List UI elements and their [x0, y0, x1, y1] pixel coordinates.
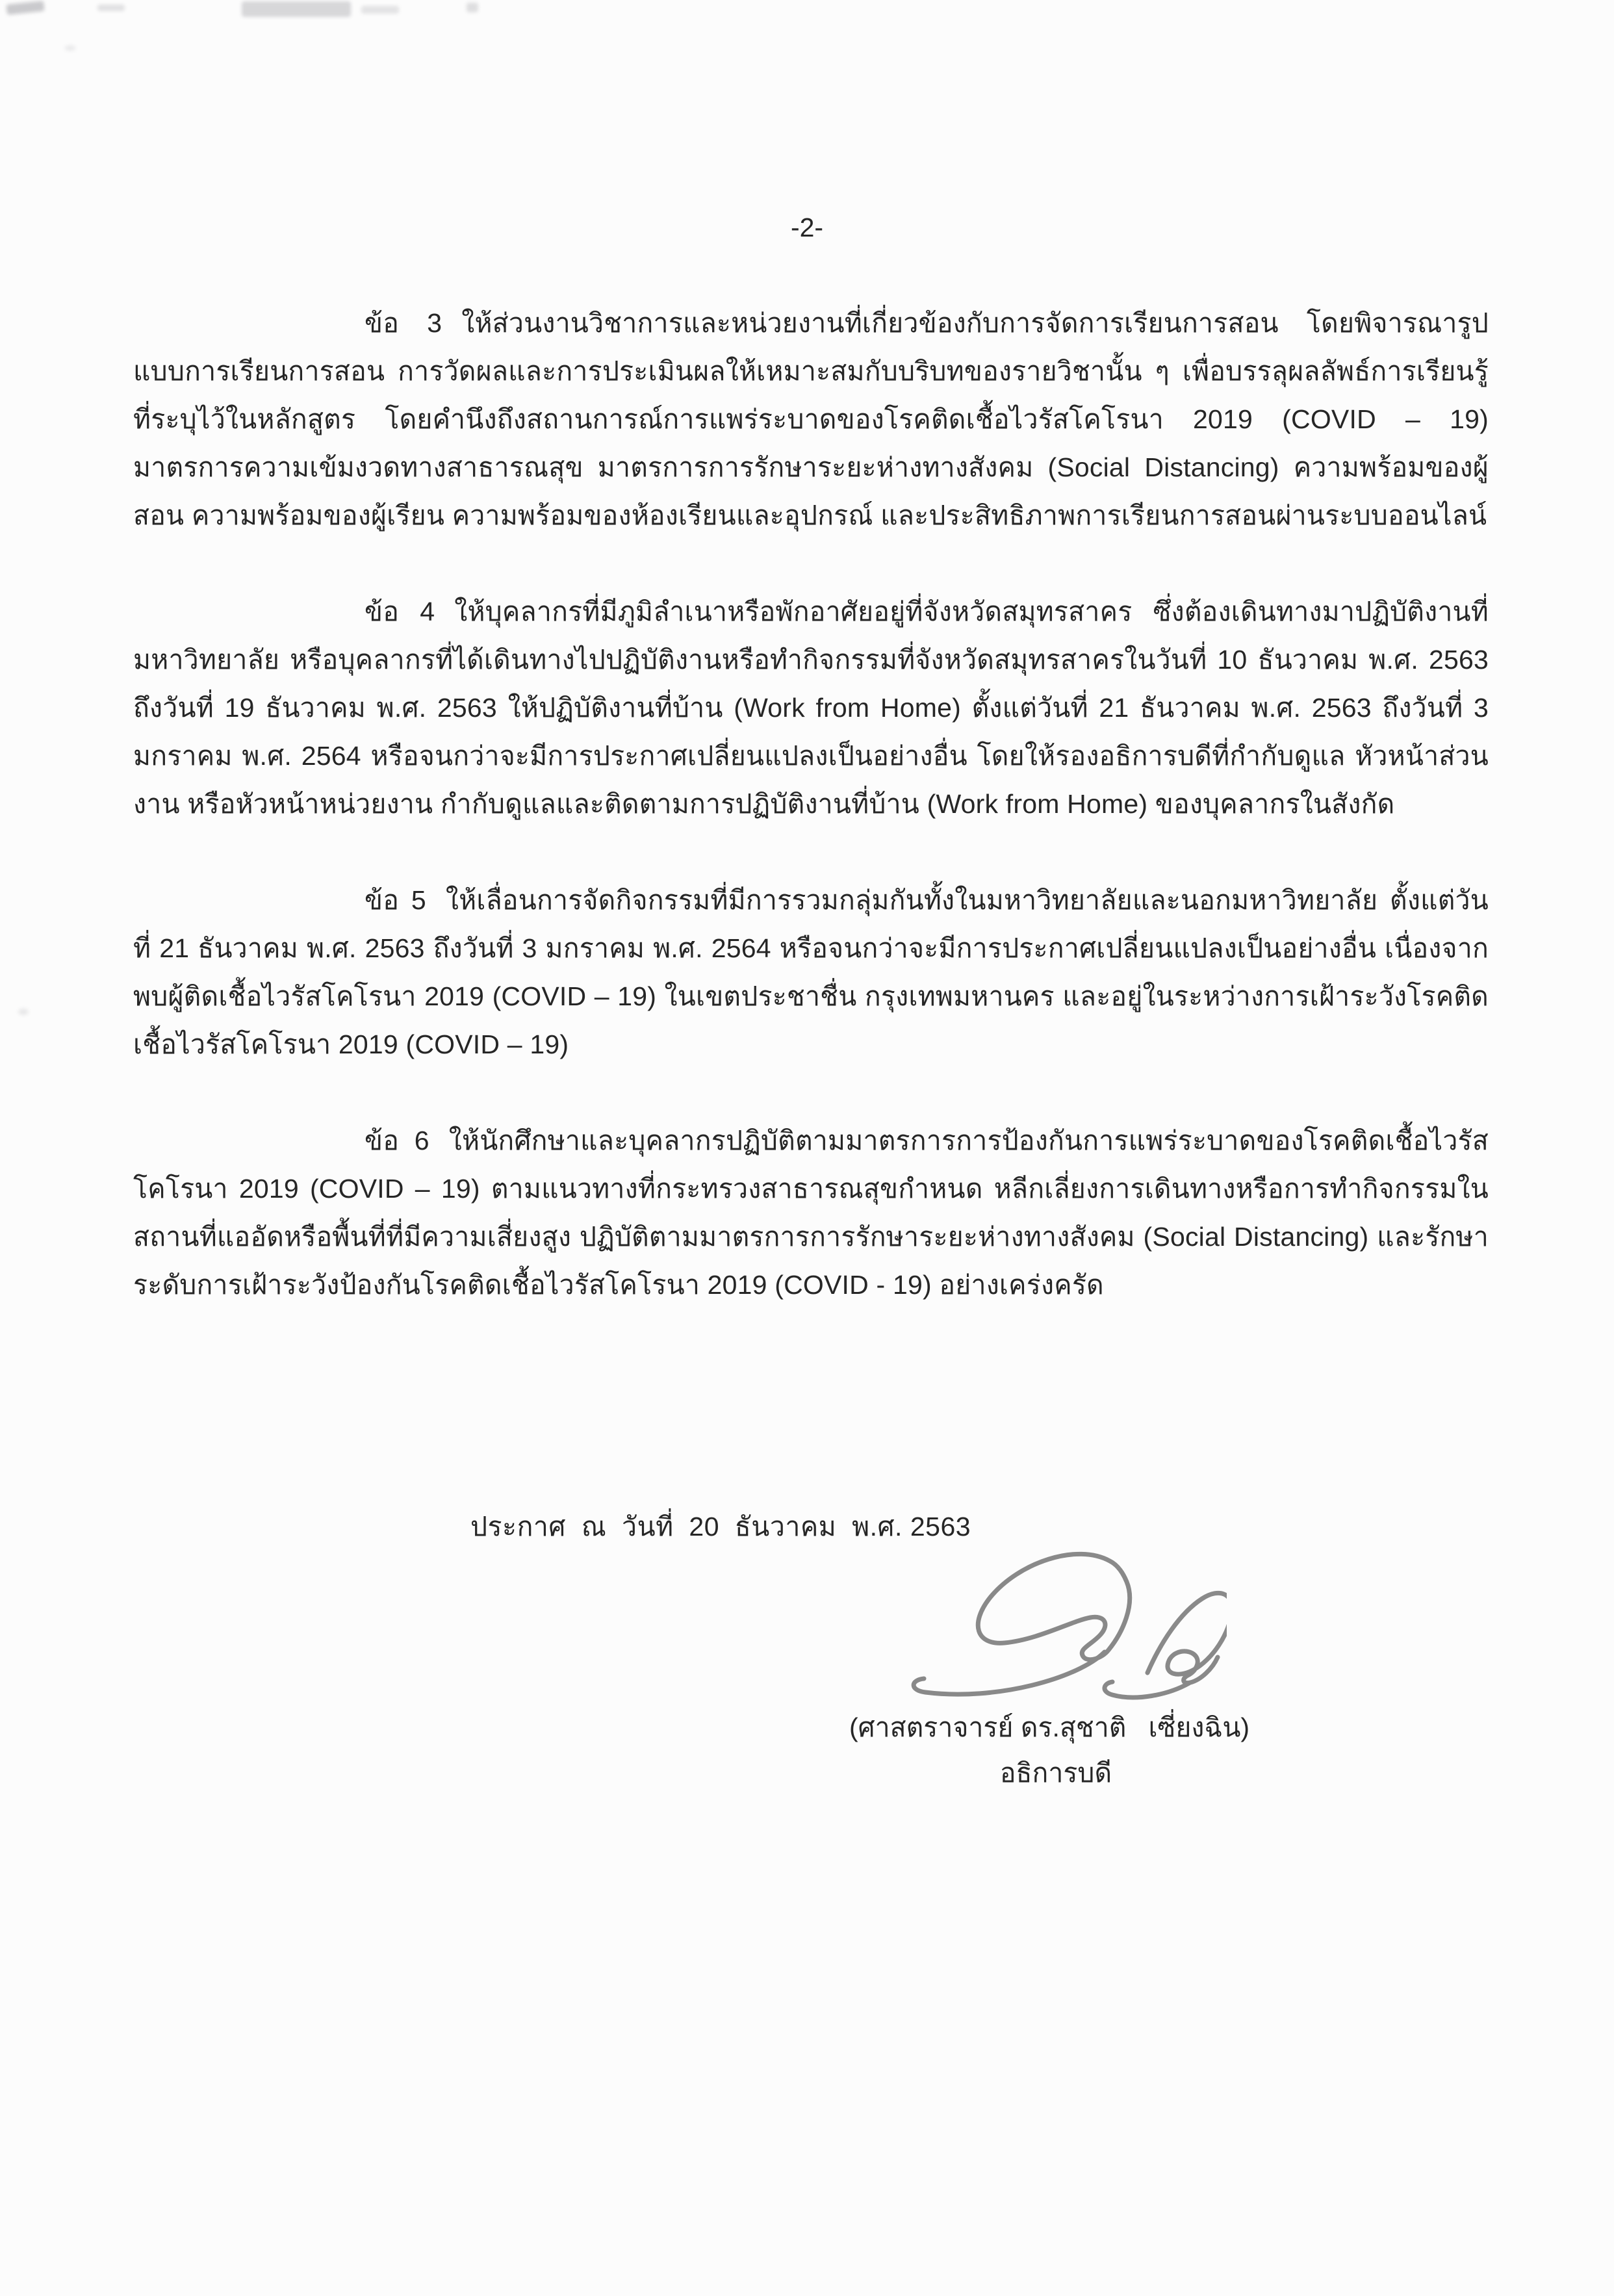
section-label: ข้อ 5 — [365, 885, 426, 915]
section-text: ให้เลื่อนการจัดกิจกรรมที่มีการรวมกลุ่มกันทั้งในมหาวิทยาลัยและนอกมหาวิทยาลัย ตั้งแต่วันที่ 21 ธันวาคม พ.ศ. 2563 ถึงวันที่ 3 มกราคม พ.ศ. 2564 หรือจนกว่าจะมีการประกาศเปลี่ยนแปลงเป็นอย่างอื่น เนื่องจากพบผู้ติดเชื้อไวรัสโคโรนา 2019 (COVID – 19) ในเขตประชาชื่น กรุงเทพมหานคร และอยู่ในระหว่างการเฝ้าระวังโรคติดเชื้อไวรัสโคโรนา 2019 (COVID – 19) — [133, 885, 1489, 1059]
scan-noise-mark — [361, 6, 399, 14]
section-label: ข้อ 6 — [365, 1126, 429, 1155]
page-number: -2- — [790, 213, 824, 242]
signature-stroke-right — [1147, 1593, 1227, 1683]
signature-stroke-right-tail — [1105, 1682, 1189, 1697]
section-text: ให้นักศึกษาและบุคลากรปฏิบัติตามมาตรการการป้องกันการแพร่ระบาดของโรคติดเชื้อไวรัสโคโรนา 2019 (COVID – 19) ตามแนวทางที่กระทรวงสาธารณสุขกำหนด หลีกเลี่ยงการเดินทางหรือการทำกิจกรรมในสถานที่แออัดหรือพื้นที่ที่มีความเสี่ยงสูง ปฏิบัติตามมาตรการการรักษาระยะห่างทางสังคม (Social Distancing) และรักษาระดับการเฝ้าระวังป้องกันโรคติดเชื้อไวรัสโคโรนา 2019 (COVID - 19) อย่างเคร่งครัด — [133, 1126, 1489, 1300]
section-paragraph-4 — [133, 587, 1489, 828]
section-paragraph-6 — [133, 1116, 1489, 1309]
promulgation-date-line: ประกาศ ณ วันที่ 20 ธันวาคม พ.ศ. 2563 — [470, 1512, 971, 1541]
section-paragraph-3 — [133, 299, 1489, 539]
scan-noise-mark — [65, 45, 75, 51]
section-text: ให้ส่วนงานวิชาการและหน่วยงานที่เกี่ยวข้องกับการจัดการเรียนการสอน โดยพิจารณารูปแบบการเรียนการสอน การวัดผลและการประเมินผลให้เหมาะสมกับบริบทของรายวิชานั้น ๆ เพื่อบรรลุผลลัพธ์การเรียนรู้ที่ระบุไว้ในหลักสูตร โดยคำนึงถึงสถานการณ์การแพร่ระบาดของโรคติดเชื้อไวรัสโคโรนา 2019 (COVID – 19) มาตรการความเข้มงวดทางสาธารณสุข มาตรการการรักษาระยะห่างทางสังคม (Social Distancing) ความพร้อมของผู้สอน ความพร้อมของผู้เรียน ความพร้อมของห้องเรียนและอุปกรณ์ และประสิทธิภาพการเรียนการสอนผ่านระบบออนไลน์ — [133, 308, 1489, 530]
scan-noise-mark — [18, 1009, 29, 1015]
section-label: ข้อ 3 — [365, 308, 442, 338]
handwritten-signature-icon — [889, 1545, 1227, 1709]
scan-noise-mark — [467, 3, 478, 12]
section-paragraph-5 — [133, 876, 1489, 1068]
document-body — [133, 299, 1489, 1357]
section-label: ข้อ 4 — [365, 597, 435, 626]
signature-drawing — [889, 1545, 1227, 1709]
scan-noise-mark — [6, 1, 44, 15]
section-text: ให้บุคลากรที่มีภูมิลำเนาหรือพักอาศัยอยู่ที่จังหวัดสมุทรสาคร ซึ่งต้องเดินทางมาปฏิบัติงานที่มหาวิทยาลัย หรือบุคลากรที่ได้เดินทางไปปฏิบัติงานหรือทำกิจกรรมที่จังหวัดสมุทรสาครในวันที่ 10 ธันวาคม พ.ศ. 2563 ถึงวันที่ 19 ธันวาคม พ.ศ. 2563 ให้ปฏิบัติงานที่บ้าน (Work from Home) ตั้งแต่วันที่ 21 ธันวาคม พ.ศ. 2563 ถึงวันที่ 3 มกราคม พ.ศ. 2564 หรือจนกว่าจะมีการประกาศเปลี่ยนแปลงเป็นอย่างอื่น โดยให้รองอธิการบดีที่กำกับดูแล หัวหน้าส่วนงาน หรือหัวหน้าหน่วยงาน กำกับดูแลและติดตามการปฏิบัติงานที่บ้าน (Work from Home) ของบุคลากรในสังกัด — [133, 597, 1489, 819]
signature-stroke-left — [978, 1554, 1129, 1659]
scan-noise-mark — [242, 1, 351, 17]
scan-noise-mark — [97, 5, 125, 11]
signer-name: (ศาสตราจารย์ ดร.สุชาติ เซี่ยงฉิน) — [849, 1712, 1250, 1742]
signature-stroke-left-tail — [914, 1652, 1105, 1694]
signer-title: อธิการบดี — [999, 1758, 1112, 1788]
